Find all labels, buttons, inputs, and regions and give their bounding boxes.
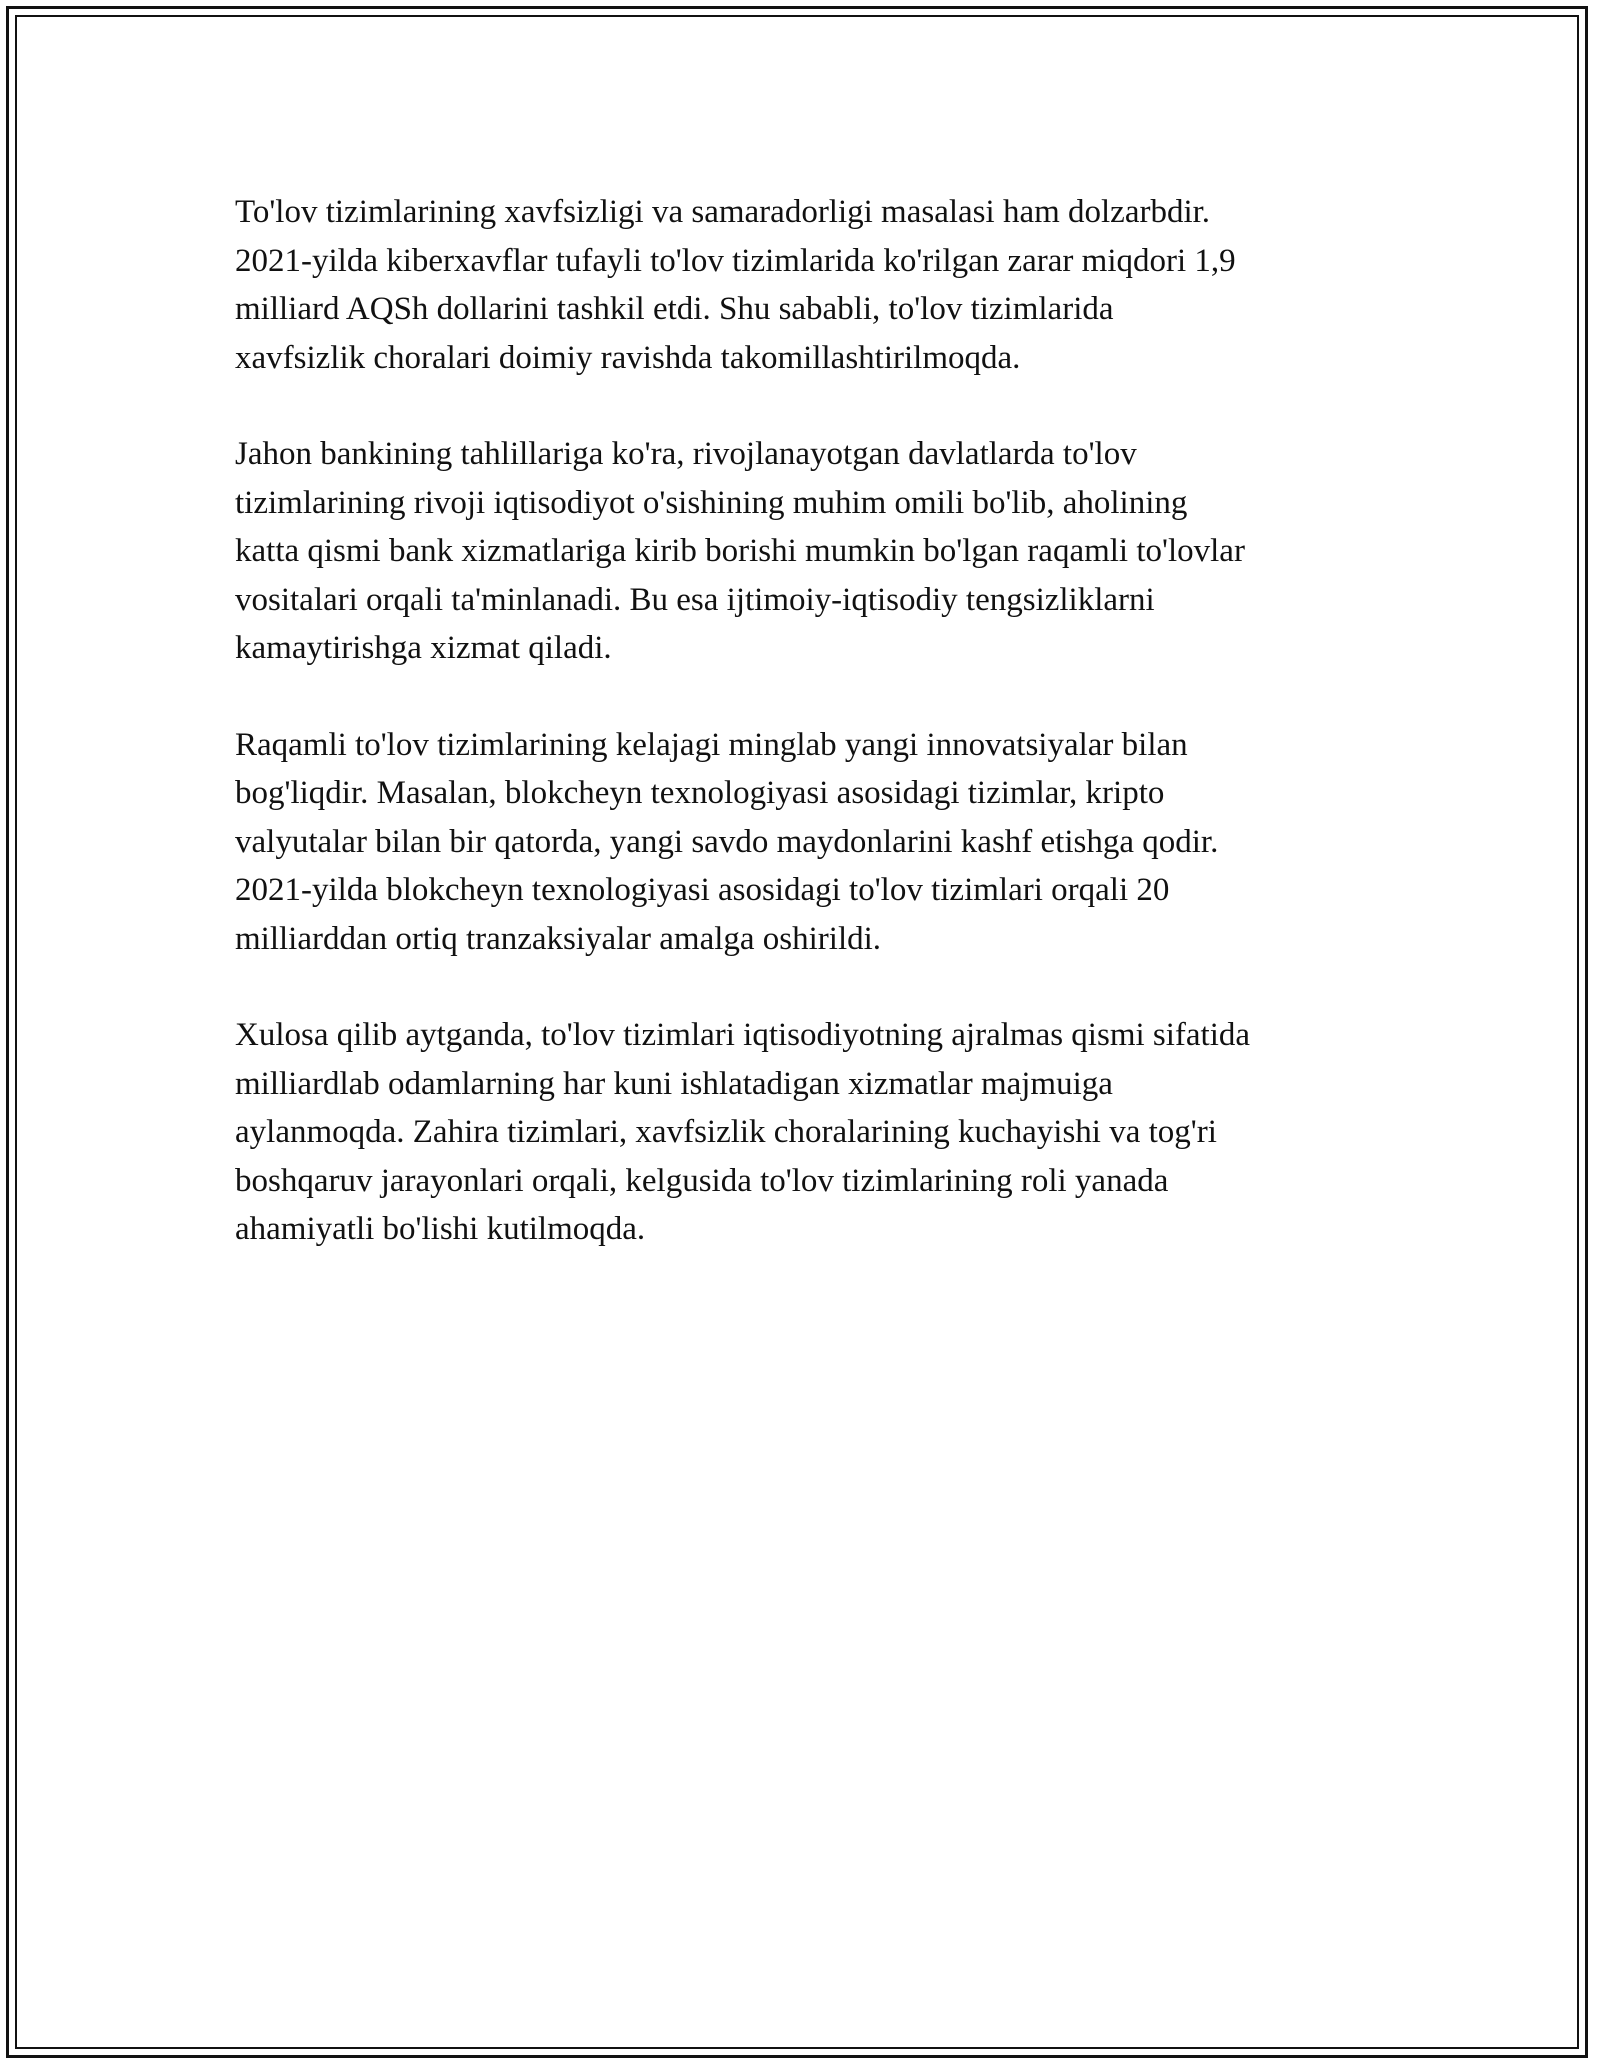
paragraph-conclusion: Xulosa qilib aytganda, to'lov tizimlari iqtisodiyotning ajralmas qismi sifatida milliardlab odamlarning har kuni ishlatadigan xizmatlar majmuiga aylanmoqda. Zahira tizimlari, xavfsizlik choralarining kuchayishi va tog'ri boshqaruv jarayonlari orqali, kelgusida to'lov tizimlarining roli yanada ahamiyatli bo'lishi kutilmoqda.	[235, 1017, 1251, 1247]
document-body	[235, 188, 1385, 1302]
paragraph-security: To'lov tizimlarining xavfsizligi va samaradorligi masalasi ham dolzarbdir. 2021-yilda kiberxavflar tufayli to'lov tizimlarida ko'rilgan zarar miqdori 1,9 milliard AQSh dollarini tashkil etdi. Shu sababli, to'lov tizimlarida xavfsizlik choralari doimiy ravishda takomillashtirilmoqda.	[235, 194, 1236, 376]
paragraph-world-bank: Jahon bankining tahlillariga ko'ra, rivojlanayotgan davlatlarda to'lov tizimlarining rivoji iqtisodiyot o'sishining muhim omili bo'lib, aholining katta qismi bank xizmatlariga kirib borishi mumkin bo'lgan raqamli to'lovlar vositalari orqali ta'minlanadi. Bu esa ijtimoiy-iqtisodiy tengsizliklarni kamaytirishga xizmat qiladi.	[235, 436, 1245, 666]
paragraph-digital-future: Raqamli to'lov tizimlarining kelajagi minglab yangi innovatsiyalar bilan bog'liqdir. Masalan, blokcheyn texnologiyasi asosidagi tizimlar, kripto valyutalar bilan bir qatorda, yangi savdo maydonlarini kashf etishga qodir. 2021-yilda blokcheyn texnologiyasi asosidagi to'lov tizimlari orqali 20 milliarddan ortiq tranzaksiyalar amalga oshirildi.	[235, 726, 1219, 957]
